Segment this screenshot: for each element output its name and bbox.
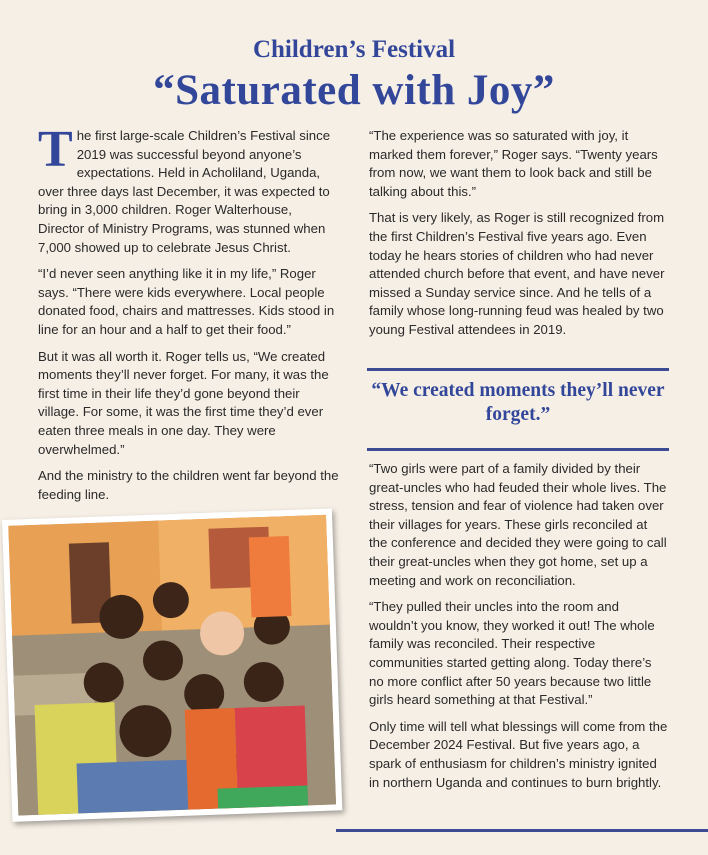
paragraph: “The experience was so saturated with joy, it marked them forever,” Roger says. “Twenty years from now, we want them to look back and still be talking about this.” (369, 128, 658, 199)
paragraph: That is very likely, as Roger is still recognized from the first Children’s Festival five years ago. Even today he hears stories of children who had never attended church before that event, and have never missed a Sunday service since. And he tells of a family whose long-running feud was healed by two young Festival attendees in 2019. (369, 210, 665, 337)
article-kicker: Children’s Festival (252, 36, 456, 63)
pull-quote-top-rule (367, 368, 669, 371)
bottom-rule (336, 829, 708, 832)
paragraph (38, 121, 340, 257)
pull-quote (367, 368, 669, 452)
paragraph: “I’d never seen anything like it in my life,” Roger says. “There were kids everywhere. Local people donated food, chairs and mattresses. Kids stood in line for an hour and a half to get their food.” (38, 266, 335, 337)
pull-quote-bottom-rule (367, 448, 669, 451)
paragraph: But it was all worth it. Roger tells us, “We created moments they’ll never forget. For many, it was the first time in their life they’d gone beyond their village. For some, it was the first time they’d ever eaten three meals in one day. They were overwhelmed.” (38, 348, 329, 457)
children-photo (2, 508, 342, 821)
article-headline: “Saturated with Joy” (153, 67, 555, 114)
paragraph-text: he first large-scale Children’s Festival since 2019 was successful beyond anyone’s expectations. Held in Acholiland, Uganda, over three days last December, it was expected to bring in 3,000 children. Roger Walterhouse, Director of Ministry Programs, was stunned when 7,000 showed up to celebrate Jesus Christ. (38, 128, 331, 255)
paragraph: Only time will tell what blessings will come from the December 2024 Festival. But five years ago, a spark of enthusiasm for children’s ministry ignited in northern Uganda and continues to burn brightly. (369, 718, 668, 790)
right-column-lower (369, 460, 669, 800)
paragraph: And the ministry to the children went far beyond the feeding line. (38, 468, 339, 502)
right-column (369, 127, 669, 348)
paragraph: “They pulled their uncles into the room and wouldn’t you know, they worked it out! The whole family was reconciled. Their respective communities started getting along. Today there’s no more conflict after 50 years because two little girls heard something at that Festival.” (369, 599, 655, 708)
photo-illustration (8, 515, 336, 816)
pull-quote-text: “We created moments they’ll never forget.” (371, 380, 665, 425)
drop-cap: T (38, 121, 73, 178)
left-column (38, 121, 340, 512)
paragraph: “Two girls were part of a family divided by their great-uncles who had feuded their whole lives. The stress, tension and fear of violence had taken over their villages for years. These girls reconciled at the conference and decided they were going to call their great-uncles when they got home, set up a meeting and work on reconciliation. (369, 461, 667, 588)
